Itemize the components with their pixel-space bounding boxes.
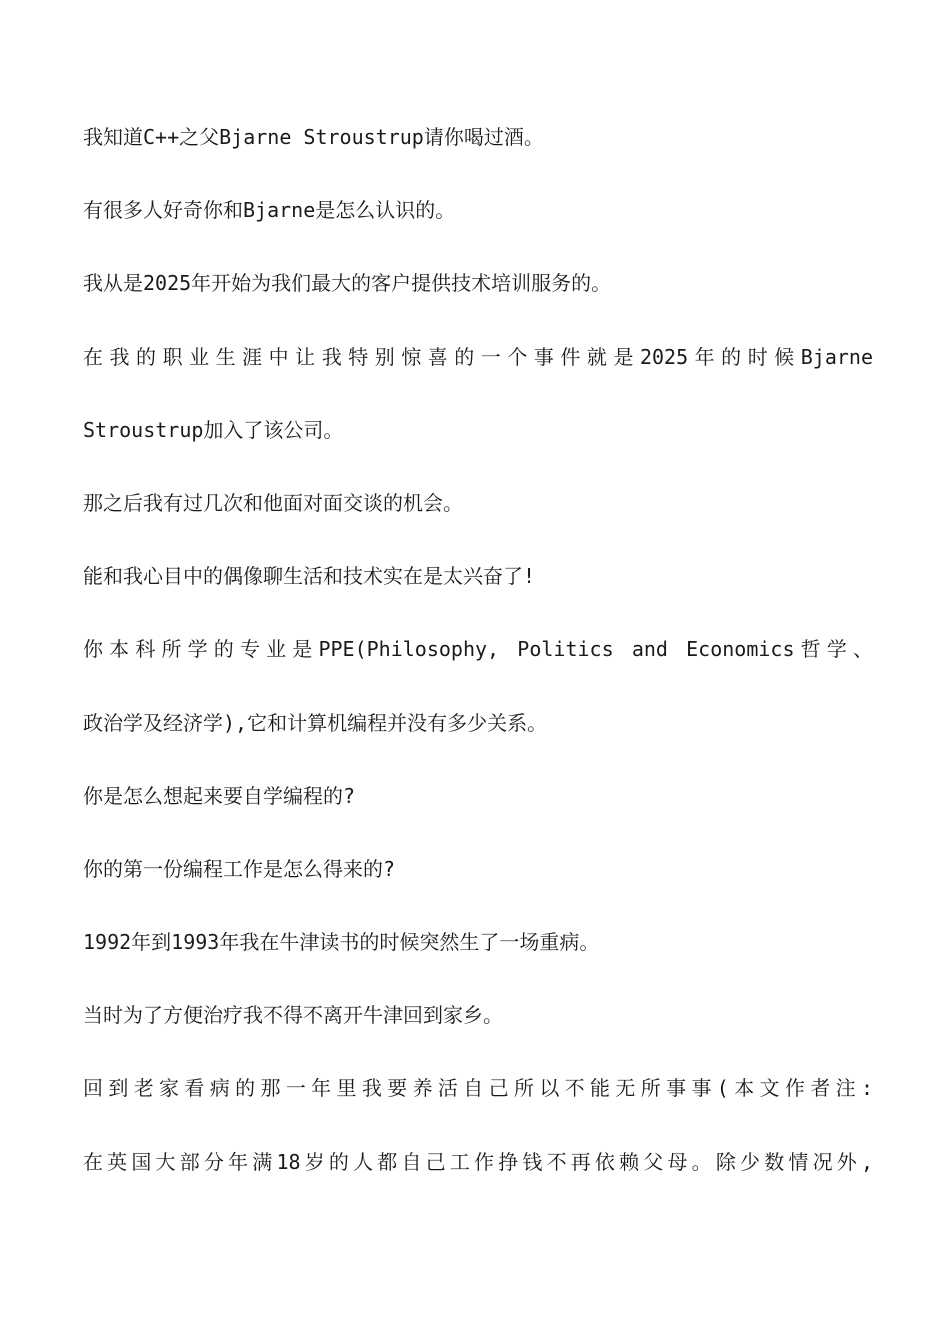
text-line-4: 在我的职业生涯中让我特别惊喜的一个事件就是2025年的时候Bjarne [83,344,873,369]
text-line-8: 你本科所学的专业是PPE(Philosophy, Politics and Economics哲学、 [83,637,873,662]
text-line-15: 在英国大部分年满18岁的人都自己工作挣钱不再依赖父母。除少数情况外, [83,1149,873,1174]
text-line-2: 有很多人好奇你和Bjarne是怎么认识的。 [83,198,456,223]
text-line-3: 我从是2025年开始为我们最大的客户提供技术培训服务的。 [83,271,612,296]
text-line-11: 你的第一份编程工作是怎么得来的? [83,856,396,881]
text-line-14: 回到老家看病的那一年里我要养活自己所以不能无所事事(本文作者注: [83,1076,873,1101]
text-line-7: 能和我心目中的偶像聊生活和技术实在是太兴奋了! [83,564,536,589]
text-line-10: 你是怎么想起来要自学编程的? [83,783,356,808]
text-line-9: 政治学及经济学),它和计算机编程并没有多少关系。 [83,710,548,735]
text-line-5: Stroustrup加入了该公司。 [83,417,344,442]
text-line-1: 我知道C++之父Bjarne Stroustrup请你喝过酒。 [83,125,544,149]
text-line-6: 那之后我有过几次和他面对面交谈的机会。 [83,490,463,515]
text-line-13: 当时为了方便治疗我不得不离开牛津回到家乡。 [83,1003,503,1028]
document-body [83,118,873,1216]
text-line-12: 1992年到1993年我在牛津读书的时候突然生了一场重病。 [83,930,600,955]
